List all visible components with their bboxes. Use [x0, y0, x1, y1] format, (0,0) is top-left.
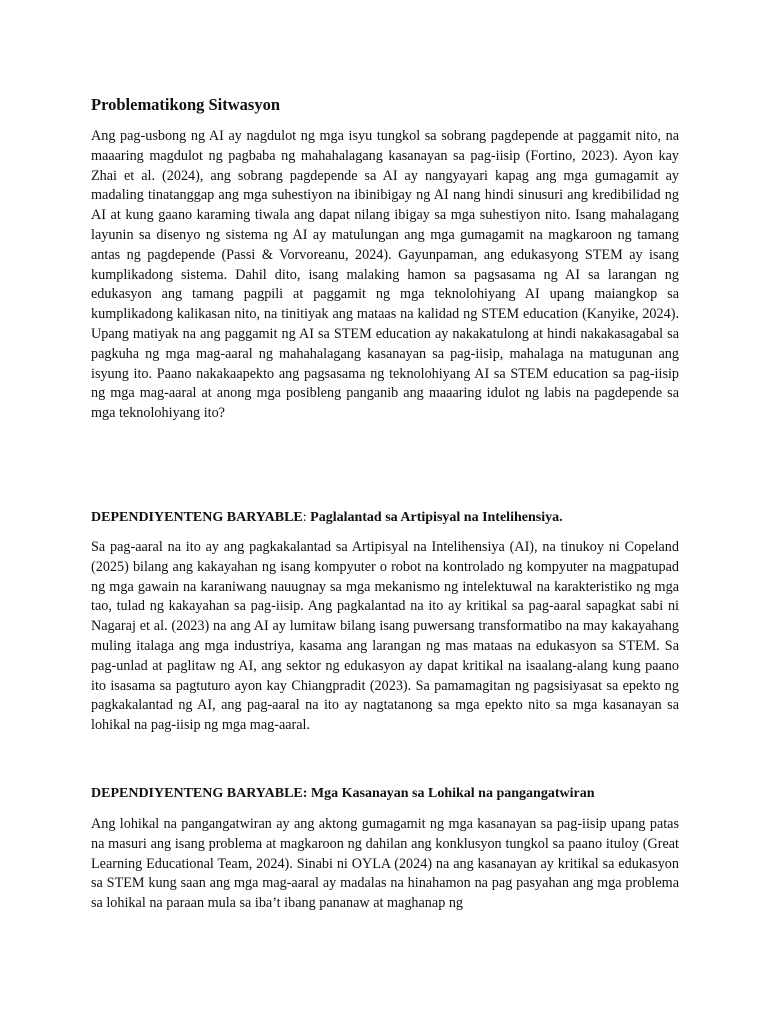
section-dependent-variable-2-body — [91, 815, 679, 914]
heading-dependiyenteng-baryable-2: DEPENDIYENTENG BARYABLE: Mga Kasanayan sa Lohikal na pangangatwiran — [91, 786, 595, 801]
paragraph-lohikal-na-pangangatwiran: Ang lohikal na pangangatwiran ay ang aktong gumagamit ng mga kasanayan sa pag-iisip upang patas na masuri ang isang problema at magkaroon ng dahilan ang konklusyon tungkol sa paano ituloy (Great Learning Educational Team, 2024). Sinabi ni OYLA (2024) na ang kasanayan ay kritikal sa edukasyon sa STEM kung saan ang mga mag-aaral ay madalas na hinahamon na pag pasyahan ang mga problema sa lohikal na paraan mula sa iba’t ibang pananaw at maghanap ng — [91, 816, 679, 912]
heading-separator: : — [302, 510, 311, 525]
heading-label: DEPENDIYENTENG BARYABLE — [91, 510, 303, 525]
section-dependent-variable-2 — [91, 785, 679, 803]
section-problem — [91, 95, 679, 115]
heading-subtitle: Paglalantad sa Artipisyal na Intelihensiya. — [310, 510, 563, 525]
section-problem-body — [91, 127, 679, 424]
heading-dependiyenteng-baryable-1 — [91, 509, 679, 527]
section-title-problematikong-sitwasyon: Problematikong Sitwasyon — [91, 95, 281, 114]
section-dependent-variable-1 — [91, 509, 679, 527]
section-dependent-variable-1-body — [91, 538, 679, 736]
paragraph-paglalantad-ai: Sa pag-aaral na ito ay ang pagkakalantad sa Artipisyal na Intelihensiya (AI), na tinukoy ni Copeland (2025) bilang ang kakayahan ng isang kompyuter o robot na kontrolado ng kompyuter na magpatupad ng mga gawain na karaniwang nauugnay sa mga mekanismo ng intelektuwal na karakteristiko ng mga tao, tulad ng kakayahan sa pag-iisip. Ang pagkalantad na ito ay kritikal sa pag-aaral sapagkat sabi ni Nagaraj et al. (2023) na ang AI ay lumitaw bilang isang puwersang transformatibo na may kakayahang muling italaga ang mga industriya, kasama ang larangan ng mas mataas na edukasyon sa STEM. Sa pag-unlad at paglitaw ng AI, ang sektor ng edukasyon ay dapat kritikal na isaalang-alang kung paano ito isasama sa pagtuturo ayon kay Chiangpradit (2023). Sa pamamagitan ng pagsisiyasat sa epekto ng pagkakalantad ng AI, ang pag-aaral na ito ay nagtatanong sa mga epekto nito sa mga kasanayan sa lohikal na pag-iisip ng mga mag-aaral. — [91, 539, 679, 734]
paragraph-problematikong-sitwasyon: Ang pag-usbong ng AI ay nagdulot ng mga isyu tungkol sa sobrang pagdepende at paggamit nito, na maaaring magdulot ng pagbaba ng mahahalagang kasanayan sa pag-iisip (Fortino, 2023). Ayon kay Zhai et al. (2024), ang sobrang pagdepende sa AI ay nangyayari kapag ang mga gumagamit ay madaling tinatanggap ang mga suhestiyon na ibinibigay ng AI nang hindi sinusuri ang kredibilidad ng AI at kung gaano karaming tiwala ang dapat nilang ibigay sa mga suhestiyon nito. Isang mahalagang layunin sa disenyo ng sistema ng AI ay matulungan ang mga gumagamit na magkaroon ng tamang antas ng pagdepende (Passi & Vorvoreanu, 2024). Gayunpaman, ang edukasyong STEM ay isang kumplikadong sistema. Dahil dito, isang malaking hamon sa pagsasama ng AI sa larangan ng edukasyon ang tamang pagpili at paggamit ng mga teknolohiyang AI upang maiangkop sa kumplikadong kalikasan nito, na tinitiyak ang mataas na kalidad ng STEM education (Kanyike, 2024). Upang matiyak na ang paggamit ng AI sa STEM education ay nakakatulong at hindi nakakasagabal sa pagkuha ng mga mag-aaral ng mahahalagang kasanayan sa pag-iisip, mahalaga na matugunan ang isyung ito. Paano nakakaapekto ang pagsasama ng teknolohiyang AI sa STEM education sa pag-iisip ng mga mag-aaral at anong mga posibleng panganib ang maaaring idulot ng labis na pagdepende sa mga teknolohiyang ito? — [91, 128, 679, 422]
